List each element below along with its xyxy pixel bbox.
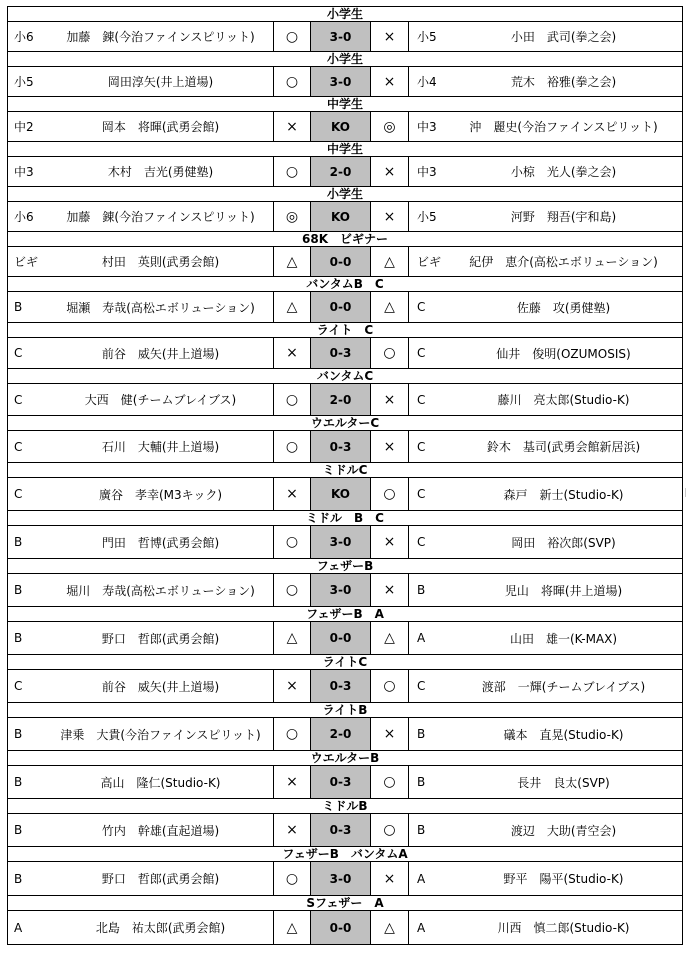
bout-block	[8, 323, 682, 369]
results-table	[7, 6, 683, 945]
bout-block	[8, 511, 682, 559]
left-fighter-name: 高山 隆仁(Studio-K)	[100, 775, 221, 790]
right-grade: C	[417, 487, 426, 501]
right-fighter-name: 川西 慎二郎(Studio-K)	[497, 921, 630, 935]
score-cell: 3-0	[310, 862, 371, 895]
bout-block	[8, 703, 682, 751]
weight-class-header: フェザーB バンタムA	[8, 847, 682, 862]
score-cell: 3-0	[310, 574, 371, 606]
right-fighter-name: 藤川 亮太郎(Studio-K)	[497, 393, 630, 407]
right-result-mark: △	[371, 292, 409, 322]
bout-block	[8, 463, 682, 511]
left-fighter-name: 野口 哲郎(武勇会館)	[101, 631, 220, 646]
right-result-mark: ○	[371, 766, 409, 798]
left-fighter-name: 岡本 将暉(武勇会館)	[101, 120, 220, 134]
bout-row	[8, 292, 682, 322]
bout-row	[8, 67, 682, 96]
right-grade: C	[417, 300, 426, 314]
weight-class-header: フェザーB A	[8, 607, 682, 622]
left-grade: B	[14, 823, 23, 837]
bout-block	[8, 416, 682, 463]
left-result-mark: ○	[273, 157, 310, 186]
score-cell: 3-0	[310, 22, 371, 51]
bout-block	[8, 187, 682, 232]
left-fighter-name: 竹内 幹雄(直起道場)	[101, 823, 220, 838]
right-result-mark: ×	[371, 526, 409, 558]
score-cell: 3-0	[310, 526, 371, 558]
left-grade: C	[14, 439, 23, 454]
weight-class-header: 小学生	[8, 7, 682, 22]
score-cell: 0-3	[310, 814, 371, 846]
weight-class-header: フェザーB	[8, 559, 682, 574]
weight-class-header: 小学生	[8, 52, 682, 67]
score-cell: KO	[310, 202, 371, 231]
bout-row	[8, 766, 682, 798]
score-cell: 0-3	[310, 431, 371, 462]
left-fighter-name: 加藤 錬(今治ファインスピリット)	[66, 30, 255, 44]
left-grade: B	[14, 583, 23, 597]
left-result-mark: △	[273, 622, 310, 654]
weight-class-header: 小学生	[8, 187, 682, 202]
right-grade: C	[417, 439, 426, 454]
left-result-mark: ○	[273, 862, 310, 895]
bout-row	[8, 157, 682, 186]
bout-block	[8, 7, 682, 52]
left-result-mark: ×	[273, 112, 310, 141]
right-fighter-name: 森戸 新士(Studio-K)	[503, 487, 624, 502]
score-cell: 2-0	[310, 157, 371, 186]
bout-row	[8, 202, 682, 231]
left-fighter-name: 前谷 威矢(井上道場)	[101, 346, 220, 361]
right-result-mark: △	[371, 247, 409, 276]
right-grade: B	[417, 583, 426, 597]
left-result-mark: ○	[273, 22, 310, 51]
right-fighter-name: 長井 良太(SVP)	[517, 775, 610, 790]
left-result-mark: ○	[273, 67, 310, 96]
weight-class-header: ウエルターB	[8, 751, 682, 766]
score-cell: KO	[310, 112, 371, 141]
left-grade: B	[14, 871, 23, 886]
weight-class-header: ミドルC	[8, 463, 682, 478]
right-result-mark: ×	[371, 574, 409, 606]
left-result-mark: ○	[273, 718, 310, 750]
right-grade: A	[417, 871, 426, 886]
bout-block	[8, 799, 682, 847]
left-result-mark: ×	[273, 670, 310, 702]
right-fighter-name: 鈴木 基司(武勇会館新居浜)	[486, 440, 641, 454]
right-fighter-name: 仙井 俊明(OZUMOSIS)	[496, 346, 631, 361]
right-result-mark: ○	[371, 478, 409, 510]
bout-block	[8, 369, 682, 416]
right-grade: B	[417, 727, 426, 741]
score-cell: 0-3	[310, 338, 371, 368]
left-result-mark: ×	[273, 766, 310, 798]
bout-block	[8, 559, 682, 607]
right-fighter-name: 山田 雄一(K-MAX)	[509, 631, 618, 646]
right-result-mark: ×	[371, 862, 409, 895]
left-fighter-name: 木村 吉光(勇健塾)	[107, 165, 214, 179]
left-fighter-name: 北島 祐太郎(武勇会館)	[95, 921, 226, 935]
right-fighter-name: 渡部 一輝(チームブレイブス)	[481, 679, 646, 694]
bout-block	[8, 655, 682, 703]
left-result-mark: ◎	[273, 202, 310, 231]
weight-class-header: ライトB	[8, 703, 682, 718]
right-grade: ビギ	[417, 255, 442, 269]
right-grade: C	[417, 346, 426, 360]
right-fighter-name: 児山 将暉(井上道場)	[504, 583, 623, 598]
right-fighter-name: 小田 武司(拳之会)	[510, 30, 617, 44]
right-fighter-name: 岡田 裕次郎(SVP)	[511, 535, 616, 550]
left-grade: A	[14, 920, 23, 935]
left-grade: B	[14, 300, 23, 314]
weight-class-header: 中学生	[8, 97, 682, 112]
left-grade: 小5	[14, 75, 34, 89]
left-fighter-name: 津乗 大貴(今治ファインスピリット)	[60, 727, 261, 742]
right-result-mark: ○	[371, 338, 409, 368]
left-grade: B	[14, 631, 23, 645]
right-result-mark: ◎	[371, 112, 409, 141]
left-result-mark: ○	[273, 526, 310, 558]
left-grade: B	[14, 775, 23, 789]
right-grade: 中3	[417, 165, 437, 179]
weight-class-header: Sフェザー A	[8, 896, 682, 911]
score-cell: 0-0	[310, 911, 371, 944]
bout-row	[8, 384, 682, 415]
right-grade: 小5	[417, 210, 437, 224]
weight-class-header: ウエルターC	[8, 416, 682, 431]
right-grade: 小5	[417, 30, 437, 44]
bout-row	[8, 526, 682, 558]
left-grade: B	[14, 727, 23, 741]
left-grade: 小6	[14, 210, 34, 224]
right-grade: A	[417, 631, 426, 645]
weight-class-header: 68K ビギナー	[8, 232, 682, 247]
left-fighter-name: 門田 哲博(武勇会館)	[101, 535, 220, 550]
left-grade: 小6	[14, 30, 34, 44]
right-result-mark: △	[371, 622, 409, 654]
right-fighter-name: 紀伊 恵介(高松エボリューション)	[469, 255, 658, 269]
bout-row	[8, 574, 682, 606]
bout-row	[8, 862, 682, 895]
bout-block	[8, 277, 682, 323]
left-fighter-name: 加藤 錬(今治ファインスピリット)	[66, 210, 255, 224]
left-fighter-name: 岡田淳矢(井上道場)	[107, 75, 214, 89]
score-cell: 0-3	[310, 670, 371, 702]
bout-row	[8, 911, 682, 944]
left-grade: C	[14, 679, 23, 693]
left-fighter-name: 堀瀬 寿哉(高松エボリューション)	[66, 300, 255, 315]
right-result-mark: △	[371, 911, 409, 944]
left-result-mark: ○	[273, 574, 310, 606]
right-fighter-name: 佐藤 攻(勇健塾)	[516, 300, 611, 315]
bout-block	[8, 847, 682, 896]
right-fighter-name: 野平 陽平(Studio-K)	[503, 872, 624, 886]
right-fighter-name: 礒本 直晃(Studio-K)	[503, 727, 624, 742]
right-result-mark: ×	[371, 718, 409, 750]
left-grade: 中3	[14, 165, 34, 179]
score-cell: 0-0	[310, 292, 371, 322]
left-result-mark: ×	[273, 478, 310, 510]
bout-block	[8, 142, 682, 187]
right-fighter-name: 河野 翔吾(宇和島)	[510, 210, 617, 224]
score-cell: 0-3	[310, 766, 371, 798]
right-grade: C	[417, 679, 426, 693]
left-fighter-name: 大西 健(チームブレイブス)	[84, 393, 237, 407]
left-grade: C	[14, 392, 23, 407]
left-result-mark: △	[273, 911, 310, 944]
score-cell: 2-0	[310, 718, 371, 750]
bout-row	[8, 718, 682, 750]
bout-row	[8, 338, 682, 368]
bout-row	[8, 22, 682, 51]
bout-row	[8, 431, 682, 462]
right-grade: 小4	[417, 75, 437, 89]
weight-class-header: ライトC	[8, 655, 682, 670]
bout-row	[8, 670, 682, 702]
weight-class-header: ミドルB	[8, 799, 682, 814]
bout-row	[8, 622, 682, 654]
left-grade: C	[14, 346, 23, 360]
right-fighter-name: 荒木 裕雅(拳之会)	[510, 75, 617, 89]
bout-row	[8, 112, 682, 141]
bout-block	[8, 232, 682, 277]
weight-class-header: バンタムB C	[8, 277, 682, 292]
score-cell: KO	[310, 478, 371, 510]
right-result-mark: ×	[371, 157, 409, 186]
left-grade: ビギ	[14, 255, 39, 269]
right-grade: C	[417, 392, 426, 407]
right-result-mark: ×	[371, 431, 409, 462]
left-fighter-name: 野口 哲郎(武勇会館)	[101, 872, 220, 886]
left-grade: B	[14, 535, 23, 549]
bout-block	[8, 607, 682, 655]
left-grade: 中2	[14, 120, 34, 134]
right-result-mark: ○	[371, 814, 409, 846]
right-fighter-name: 渡辺 大助(青空会)	[510, 823, 617, 838]
score-cell: 0-0	[310, 622, 371, 654]
right-result-mark: ×	[371, 202, 409, 231]
weight-class-header: 中学生	[8, 142, 682, 157]
right-grade: B	[417, 775, 426, 789]
right-fighter-name: 沖 麗史(今治ファインスピリット)	[469, 120, 658, 134]
page-edge-mark	[685, 488, 686, 497]
left-fighter-name: 廣谷 孝幸(M3キック)	[98, 487, 223, 502]
bout-block	[8, 751, 682, 799]
left-result-mark: ×	[273, 814, 310, 846]
right-result-mark: ×	[371, 67, 409, 96]
left-grade: C	[14, 487, 23, 501]
score-cell: 3-0	[310, 67, 371, 96]
weight-class-header: ミドル B C	[8, 511, 682, 526]
bout-block	[8, 896, 682, 945]
right-fighter-name: 小椋 光人(拳之会)	[510, 165, 617, 179]
right-grade: A	[417, 920, 426, 935]
left-result-mark: ○	[273, 384, 310, 415]
left-fighter-name: 堀川 寿哉(高松エボリューション)	[66, 583, 255, 598]
left-result-mark: △	[273, 247, 310, 276]
left-result-mark: △	[273, 292, 310, 322]
left-fighter-name: 村田 英則(武勇会館)	[101, 255, 220, 269]
bout-block	[8, 52, 682, 97]
bout-row	[8, 478, 682, 510]
right-grade: 中3	[417, 120, 437, 134]
right-result-mark: ×	[371, 22, 409, 51]
weight-class-header: バンタムC	[8, 369, 682, 384]
left-result-mark: ×	[273, 338, 310, 368]
right-grade: C	[417, 535, 426, 549]
bout-row	[8, 247, 682, 276]
bout-block	[8, 97, 682, 142]
bout-row	[8, 814, 682, 846]
left-fighter-name: 前谷 威矢(井上道場)	[101, 679, 220, 694]
score-cell: 0-0	[310, 247, 371, 276]
right-grade: B	[417, 823, 426, 837]
weight-class-header: ライト C	[8, 323, 682, 338]
left-result-mark: ○	[273, 431, 310, 462]
score-cell: 2-0	[310, 384, 371, 415]
right-result-mark: ×	[371, 384, 409, 415]
right-result-mark: ○	[371, 670, 409, 702]
left-fighter-name: 石川 大輔(井上道場)	[101, 440, 220, 454]
